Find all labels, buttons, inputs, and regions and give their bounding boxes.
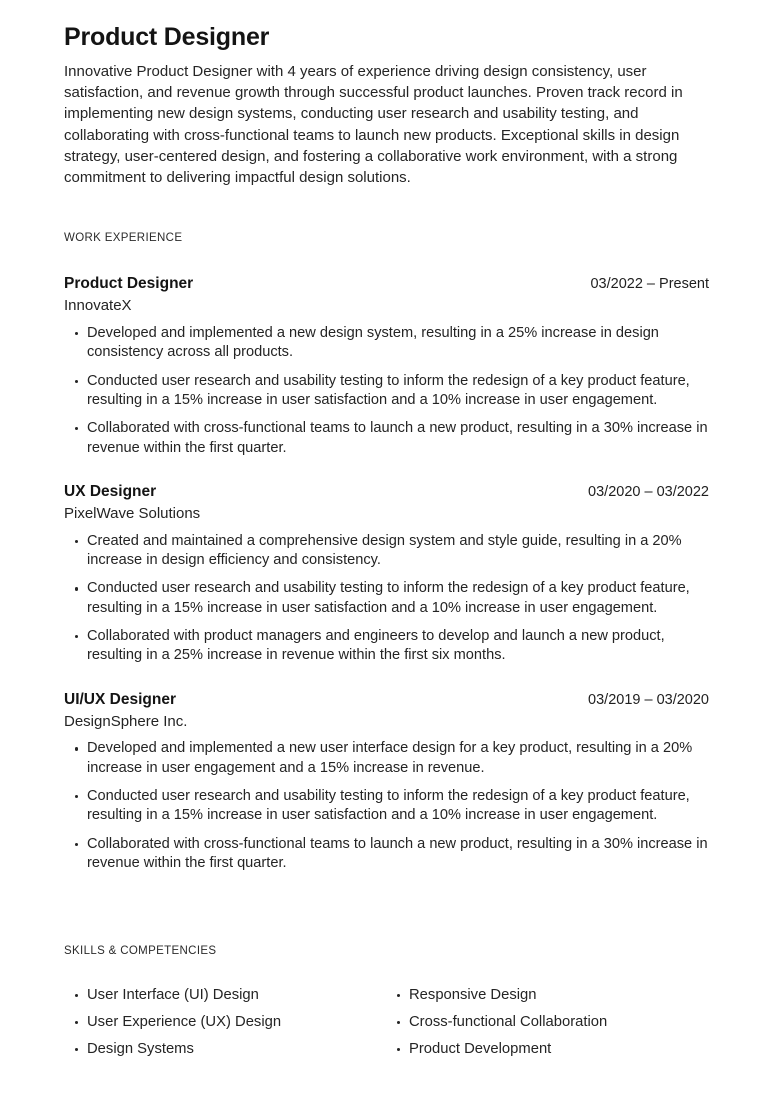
job-date-range: 03/2022 – Present <box>590 276 709 293</box>
job-bullet <box>64 627 709 666</box>
bullet-dot-icon <box>75 635 78 638</box>
skills-list-right <box>386 986 708 1059</box>
job-bullet <box>64 739 709 778</box>
job-bullet <box>64 372 709 411</box>
job-bullet <box>64 579 709 618</box>
job-bullet <box>64 835 709 874</box>
bullet-dot-icon <box>75 427 78 430</box>
job-bullet-text: Conducted user research and usability testing to inform the redesign of a key product feature, resulting in a 15% increase in user satisfaction and a 10% increase in user engagement. <box>87 580 690 616</box>
bullet-dot-icon <box>75 1021 78 1024</box>
job-bullet-text: Collaborated with cross-functional teams to launch a new product, resulting in a 30% increase in revenue within the first quarter. <box>87 835 708 871</box>
work-experience-list <box>64 274 709 873</box>
page-title: Product Designer <box>64 23 270 51</box>
job-bullet-list <box>64 324 709 458</box>
job-bullet <box>64 324 709 363</box>
section-label-work-experience: WORK EXPERIENCE <box>64 232 183 245</box>
skill-label: User Experience (UX) Design <box>87 1014 282 1031</box>
skill-label: User Interface (UI) Design <box>87 987 259 1004</box>
job-bullet-text: Conducted user research and usability testing to inform the redesign of a key product feature, resulting in a 15% increase in user satisfaction and a 10% increase in user engagement. <box>87 788 690 824</box>
skills-grid <box>64 986 709 1067</box>
bullet-dot-icon <box>75 747 78 750</box>
job-title: Product Designer <box>64 275 194 293</box>
job-header <box>64 690 709 710</box>
bullet-dot-icon <box>75 795 78 798</box>
bullet-dot-icon <box>75 540 78 543</box>
job-company: InnovateX <box>64 297 132 315</box>
bullet-dot-icon <box>397 994 400 997</box>
job-header <box>64 274 709 294</box>
job-bullet-list <box>64 532 709 666</box>
bullet-dot-icon <box>397 1048 400 1051</box>
skill-label: Responsive Design <box>409 987 537 1004</box>
skill-item <box>64 1040 386 1059</box>
skill-item <box>64 1013 386 1032</box>
job-bullet-text: Developed and implemented a new user interface design for a key product, resulting in a 20% increase in user engagement and a 15% increase in revenue. <box>87 740 693 776</box>
job-bullet <box>64 419 709 458</box>
job-entry <box>64 690 709 874</box>
job-bullet-text: Collaborated with product managers and engineers to develop and launch a new product, resulting in a 25% increase in revenue within the first six months. <box>87 627 665 664</box>
skills-column-right <box>386 986 708 1067</box>
bullet-dot-icon <box>75 332 78 335</box>
bullet-dot-icon <box>75 1048 78 1051</box>
job-entry <box>64 274 709 458</box>
skill-item <box>386 1040 708 1059</box>
skill-label: Design Systems <box>87 1041 194 1058</box>
professional-summary: Innovative Product Designer with 4 years of experience driving design consistency, user satisfaction, and revenue growth through successful product launches. Proven track record in implementing new design systems, conducting user research and usability testing, and collaborating with cross-functional teams to launch new products. Exceptional skills in design strategy, user-centered design, and fostering a collaborative work environment, with a strong commitment to delivering impactful design solutions. <box>64 63 683 187</box>
job-title: UX Designer <box>64 482 157 500</box>
job-entry <box>64 482 709 666</box>
job-title: UI/UX Designer <box>64 690 176 708</box>
bullet-dot-icon <box>75 587 78 590</box>
skill-item <box>386 1013 708 1032</box>
job-bullet-text: Developed and implemented a new design system, resulting in a 25% increase in design consistency across all products. <box>87 325 659 361</box>
section-label-skills: SKILLS & COMPETENCIES <box>64 945 217 958</box>
skill-item <box>386 986 708 1005</box>
skills-list-left <box>64 986 386 1059</box>
bullet-dot-icon <box>75 843 78 846</box>
job-bullet-text: Created and maintained a comprehensive design system and style guide, resulting in a 20% increase in design efficiency and consistency. <box>87 532 682 569</box>
job-company: DesignSphere Inc. <box>64 712 188 730</box>
job-bullet <box>64 532 709 571</box>
job-date-range: 03/2020 – 03/2022 <box>588 483 709 500</box>
job-header <box>64 482 709 502</box>
bullet-dot-icon <box>75 994 78 997</box>
skill-label: Product Development <box>409 1041 552 1058</box>
resume-content <box>64 22 709 1067</box>
job-company: PixelWave Solutions <box>64 505 201 523</box>
skills-column-left <box>64 986 386 1067</box>
job-bullet <box>64 787 709 826</box>
skill-label: Cross-functional Collaboration <box>409 1014 608 1031</box>
bullet-dot-icon <box>75 380 78 383</box>
job-bullet-text: Conducted user research and usability testing to inform the redesign of a key product feature, resulting in a 15% increase in user satisfaction and a 10% increase in user engagement. <box>87 372 690 408</box>
job-date-range: 03/2019 – 03/2020 <box>588 691 709 708</box>
bullet-dot-icon <box>397 1021 400 1024</box>
skill-item <box>64 986 386 1005</box>
job-bullet-list <box>64 739 709 873</box>
job-bullet-text: Collaborated with cross-functional teams to launch a new product, resulting in a 30% increase in revenue within the first quarter. <box>87 420 708 456</box>
